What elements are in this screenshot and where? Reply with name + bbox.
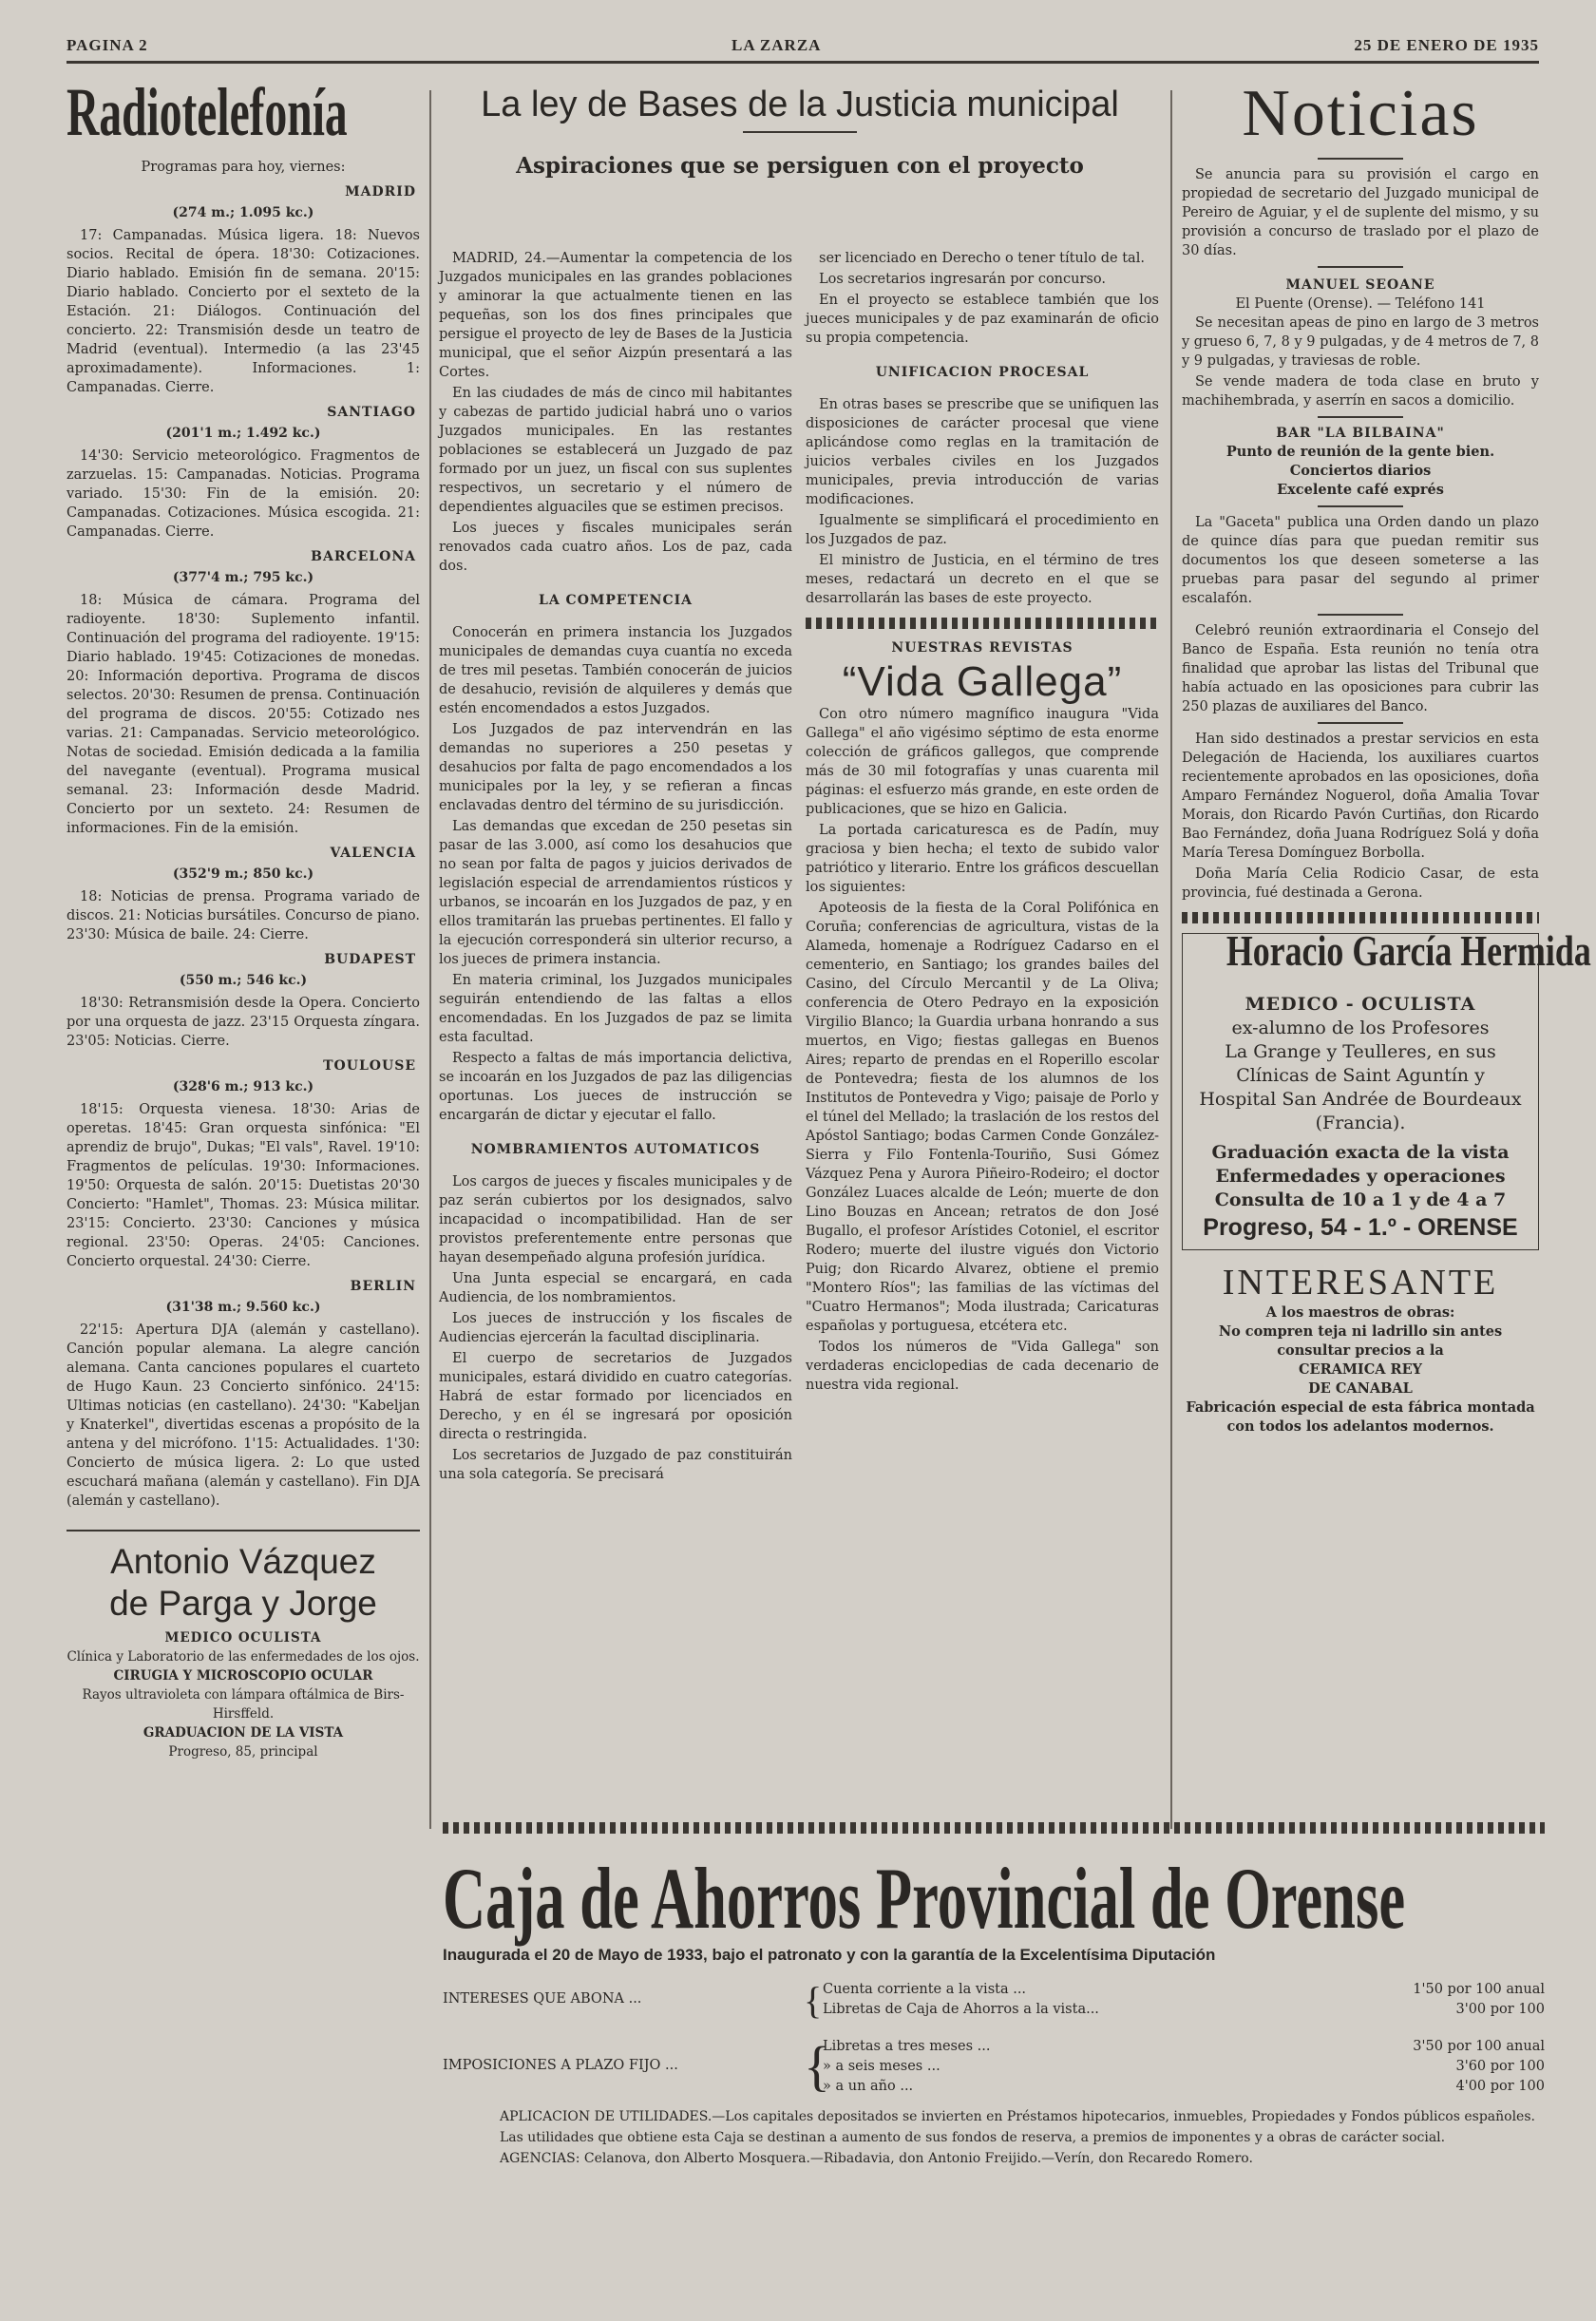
bar-line: Conciertos diarios bbox=[1289, 463, 1432, 479]
caja-utilidades: Las utilidades que obtiene esta Caja se destinan a aumento de sus fondos de reserva, a premios de imponentes y a obras de carácter social. bbox=[500, 2130, 1446, 2145]
article-paragraph: Los cargos de jueces y fiscales municipales y de paz serán cubiertos por los designados, salvo incapacidad o incompatibilidad. Han de ser provistos preferentemente entre personas que hayan desempeñado alguna profesión jurídica. bbox=[439, 1174, 792, 1265]
station-frequency: (328'6 m.; 913 kc.) bbox=[172, 1079, 314, 1094]
title-separator bbox=[743, 131, 857, 133]
section-heading: NUESTRAS REVISTAS bbox=[891, 640, 1074, 656]
antonio-ad bbox=[66, 1530, 420, 1761]
rate-value: 3'60 por 100 bbox=[1455, 2059, 1545, 2074]
law-subtitle: Aspiraciones que se persiguen con el proyecto bbox=[516, 153, 1084, 179]
dotted-rule bbox=[806, 618, 1159, 629]
article-paragraph: ser licenciado en Derecho o tener título de tal. bbox=[819, 251, 1145, 266]
antonio-name-2: de Parga y Jorge bbox=[109, 1584, 377, 1623]
law-col-1 bbox=[439, 249, 792, 1486]
article-paragraph: Los Juzgados de paz intervendrán en las demandas no superiores a 250 pesetas y desahucios por falta de pago encomendados a los municipales por la ley, y se refieran a fincas enclavadas dentro del término de su jurisdicción. bbox=[439, 722, 792, 813]
article-paragraph: En el proyecto se establece también que los jueces municipales y de paz examinarán de oficio su propia competencia. bbox=[806, 293, 1159, 346]
rate-row bbox=[823, 2002, 1545, 2022]
caja-title: Caja de Ahorros Provincial de Orense bbox=[443, 1850, 1406, 1947]
antonio-line: Rayos ultravioleta con lámpara oftálmica de Birs-Hirsffeld. bbox=[82, 1687, 405, 1722]
station-frequency: (550 m.; 546 kc.) bbox=[179, 973, 308, 988]
horacio-hours: Consulta de 10 a 1 y de 4 a 7 bbox=[1214, 1189, 1507, 1210]
bar-line: Excelente café exprés bbox=[1277, 482, 1444, 498]
horacio-line: La Grange y Teulleres, en sus bbox=[1225, 1041, 1496, 1062]
caja-imposiciones bbox=[443, 2037, 1545, 2102]
station-program: 18: Noticias de prensa. Programa variado de discos. 21: Noticias bursátiles. Concurso de piano. 23'30: Música de baile. 24: Cierre. bbox=[66, 889, 420, 942]
article-paragraph: Con otro número magnífico inaugura "Vida Gallega" el año vigésimo séptimo de esta enorme colección de gráficos gallegos, que comprende más de 30 mil fotografías y unas cuarenta mil páginas: el esfuerzo más grande, en este orden de publicaciones, que se hizo en Galicia. bbox=[806, 707, 1159, 817]
interesante-line: DE CANABAL bbox=[1308, 1380, 1413, 1397]
station-city: BERLIN bbox=[350, 1279, 416, 1294]
station-city: VALENCIA bbox=[330, 846, 416, 861]
brace: { bbox=[804, 2035, 830, 2097]
station-program: 18'15: Orquesta vienesa. 18'30: Arias de operetas. 18'45: Gran orquesta sinfónica: "El aprendiz de brujo", Dukas; "El vals", Ravel. 19'10: Fragmentos de películas. 19'30: Informaciones. 19'50: Orquesta de salón. 20'15: Duetistas 20'30 Concierto: "Hamlet", Thomas. 23: Música militar. 23'15: Concierto. 23'30: Canciones y música regional. 23'50: Operas. 24'05: Canciones. Concierto orquestal. 24'30: Cierre. bbox=[66, 1102, 420, 1269]
caja-inauguration: Inaugurada el 20 de Mayo de 1933, bajo el patronato y con la garantía de la Excelentísima Diputación bbox=[443, 1946, 1216, 1964]
article-paragraph: Una Junta especial se encargará, en cada Audiencia, de los nombramientos. bbox=[439, 1271, 792, 1305]
horacio-title: MEDICO - OCULISTA bbox=[1244, 994, 1476, 1015]
article-paragraph: La portada caricaturesca es de Padín, muy graciosa y bien hecha; el texto de subido valor patriótico y literario. Entre los gráficos descuellan los siguientes: bbox=[806, 823, 1159, 895]
dotted-rule bbox=[1182, 912, 1539, 923]
radio-stations bbox=[66, 182, 420, 1511]
station-frequency: (377'4 m.; 795 kc.) bbox=[172, 570, 314, 585]
horacio-line: Graduación exacta de la vista bbox=[1211, 1142, 1510, 1163]
caja-agencias: AGENCIAS: Celanova, don Alberto Mosquera.—Ribadavia, don Antonio Freijido.—Verín, don Recaredo Romero. bbox=[500, 2151, 1253, 2166]
article-paragraph: En las ciudades de más de cinco mil habitantes y cabezas de partido judicial habrá uno o varios Juzgados municipales. En las restantes poblaciones se establecerá un Juzgado de paz formado por un juez, un fiscal con sus suplentes respectivos, un secretario y el número de dependientes alguaciles que se estimen precisos. bbox=[439, 386, 792, 515]
noticia-text: Se necesitan apeas de pino en largo de 3 metros y grueso 6, 7, 8 y 9 pulgadas, y de 4 metros de 7, 8 y 9 pulgadas, y traviesas de roble. bbox=[1182, 315, 1539, 369]
radio-title: Radiotelefonía bbox=[66, 74, 348, 150]
article-paragraph: El ministro de Justicia, en el término de tres meses, redactará un decreto en el que se desarrollarán las bases de este proyecto. bbox=[806, 553, 1159, 606]
vida-gallega-title: “Vida Gallega” bbox=[842, 658, 1123, 705]
station-program: 14'30: Servicio meteorológico. Fragmentos de zarzuelas. 15: Campanadas. Noticias. Programa variado. 15'30: Fin de la emisión. 20: Campanadas. Cotizaciones. Música escogida. 21: Campanadas. Cierre. bbox=[66, 448, 420, 540]
article-paragraph: Conocerán en primera instancia los Juzgados municipales de demandas cuya cuantía no exceda de tres mil pesetas. También conocerán de juicios de desahucio, revisión de alquileres y demás que estén encomendados a estos Juzgados. bbox=[439, 625, 792, 716]
radio-column bbox=[66, 76, 420, 1761]
station-city: BUDAPEST bbox=[324, 952, 416, 967]
horacio-line: Clínicas de Saint Aguntín y bbox=[1236, 1065, 1485, 1086]
antonio-address: Progreso, 85, principal bbox=[168, 1744, 318, 1760]
station-city: SANTIAGO bbox=[327, 405, 416, 420]
rate-label: Libretas de Caja de Ahorros a la vista... bbox=[823, 2002, 1099, 2017]
page-number: PAGINA 2 bbox=[66, 36, 148, 54]
station-frequency: (31'38 m.; 9.560 kc.) bbox=[165, 1300, 321, 1315]
issue-date: 25 DE ENERO DE 1935 bbox=[1354, 36, 1539, 54]
separator bbox=[1318, 505, 1403, 507]
section-heading: LA COMPETENCIA bbox=[538, 593, 694, 608]
horacio-line: ex-alumno de los Profesores bbox=[1231, 1018, 1490, 1038]
rate-value: 3'50 por 100 anual bbox=[1413, 2039, 1545, 2054]
station-frequency: (201'1 m.; 1.492 kc.) bbox=[165, 426, 321, 441]
article-paragraph: Los secretarios de Juzgado de paz constituirán una sola categoría. Se precisará bbox=[439, 1448, 792, 1482]
interesante-line: CERAMICA REY bbox=[1298, 1361, 1423, 1378]
article-paragraph: MADRID, 24.—Aumentar la competencia de los Juzgados municipales en las grandes poblaciones y aminorar la que actualmente tienen en las pequeñas, son los dos fines principales que persigue el proyecto de ley de Bases de la Justicia municipal, que el señor Aizpún presentará a las Cortes. bbox=[439, 251, 792, 380]
antonio-line: CIRUGIA Y MICROSCOPIO OCULAR bbox=[113, 1668, 373, 1684]
noticia-text: La "Gaceta" publica una Orden dando un plazo de quince días para que puedan remitir sus documentos los que deseen someterse a las pruebas para pasar del segundo al primer escalafón. bbox=[1182, 515, 1539, 606]
rate-label: » a seis meses ... bbox=[823, 2059, 940, 2074]
masthead: LA ZARZA bbox=[732, 36, 822, 54]
noticias-title: Noticias bbox=[1242, 77, 1479, 150]
imposiciones-label: IMPOSICIONES A PLAZO FIJO ... bbox=[443, 2058, 678, 2073]
separator bbox=[1318, 266, 1403, 268]
seoane-address: El Puente (Orense). — Teléfono 141 bbox=[1235, 296, 1486, 312]
seoane-name: MANUEL SEOANE bbox=[1285, 277, 1435, 293]
article-paragraph: Todos los números de "Vida Gallega" son verdaderas enciclopedias de cada decenario de nuestra vida regional. bbox=[806, 1340, 1159, 1393]
rate-row bbox=[823, 2079, 1545, 2099]
law-col-2 bbox=[806, 249, 1159, 1397]
station-frequency: (274 m.; 1.095 kc.) bbox=[172, 205, 314, 220]
station-program: 22'15: Apertura DJA (alemán y castellano). Canción popular alemana. La alegre canción alemana. Canta canciones populares el cuarteto de Hugo Kaun. 23 Concierto sinfónico. 24'15: Ultimas noticias (en castellano). 24'30: "Kabeljan y Knaterkel", divertidas escenas a propósito de la antena y del micrófono. 1'15: Actualidades. 1'30: Concierto de música ligera. 2: Lo que usted escuchará mañana (alemán y castellano). Fin DJA (alemán y castellano). bbox=[66, 1322, 420, 1509]
rate-value: 3'00 por 100 bbox=[1455, 2002, 1545, 2017]
caja-intereses bbox=[443, 1980, 1545, 2026]
rate-label: » a un año ... bbox=[823, 2079, 914, 2094]
rate-value: 1'50 por 100 anual bbox=[1413, 1982, 1545, 1997]
law-article bbox=[439, 76, 1161, 1482]
rate-row bbox=[823, 2059, 1545, 2079]
intereses-label: INTERESES QUE ABONA ... bbox=[443, 1991, 642, 2007]
station-program: 18: Música de cámara. Programa del radioyente. 18'30: Suplemento infantil. Continuación del programa del radioyente. 19'15: Diario hablado. 19'45: Cotizaciones de monedas. 20: Información deportiva. Programa de discos selectos. 20'30: Resumen de prensa. Continuación del programa de discos. 20'55: Cotizado nes varias. 21: Campanadas. Servicio meteorológico. Notas de sociedad. Emisión dedicada a la familia del navegante (eventual). Programa musical semanal. 23: Información desde Madrid. Concierto por un sexteto. 24: Resumen de informaciones. Fin de la emisión. bbox=[66, 593, 420, 836]
separator bbox=[1318, 722, 1403, 724]
article-paragraph: Las demandas que excedan de 250 pesetas sin pasar de las 3.000, así como los desahucios que no sean por falta de pagos y juicios derivados de legislación especial de arrendamientos rústicos y urbanos, se incoarán en los Juzgados de paz, y en ellos tramitarán las pruebas pertinentes. El fallo y la ejecución corresponderá sin ulterior recurso, a los jueces de primera instancia. bbox=[439, 819, 792, 967]
horacio-line: Hospital San Andrée de Bourdeaux (Francia). bbox=[1199, 1089, 1522, 1133]
noticia-text: Han sido destinados a prestar servicios en esta Delegación de Hacienda, los auxiliares cuartos recientemente aprobados en las oposiciones, doña Amparo Fernández Noguerol, doña Amalia Tovar Morais, don Ricardo Pavón Curtiñas, don Ricardo Bao Fernández, doña Juana Rodríguez Solá y doña María Teresa Domínguez Borbolla. bbox=[1182, 732, 1539, 861]
horacio-name: Horacio García Hermida bbox=[1226, 926, 1591, 975]
caja-ahorros-ad bbox=[443, 1850, 1545, 2168]
section-heading: NOMBRAMIENTOS AUTOMATICOS bbox=[470, 1142, 761, 1157]
rate-value: 4'00 por 100 bbox=[1455, 2079, 1545, 2094]
rate-row bbox=[823, 2039, 1545, 2059]
station-program: 17: Campanadas. Música ligera. 18: Nuevos socios. Recital de ópera. 18'30: Cotizaciones. Diario hablado. Emisión fin de semana. 20'15: Diario hablado. Concierto por el sexteto de la Estación. 21: Diálogos. Continuación del concierto. 22: Transmisión desde un teatro de Madrid (eventual). Intermedio (a las 23'45 aproximadamente). Informaciones. 1: Campanadas. Cierre. bbox=[66, 228, 420, 395]
noticia-text: Se vende madera de toda clase en bruto y machihembrada, y aserrín en sacos a domicilio. bbox=[1182, 374, 1539, 409]
bar-name: BAR "LA BILBAINA" bbox=[1276, 426, 1445, 441]
interesante-line: No compren teja ni ladrillo sin antes consultar precios a la bbox=[1218, 1323, 1503, 1359]
section-heading: UNIFICACION PROCESAL bbox=[875, 365, 1090, 380]
bar-line: Punto de reunión de la gente bien. bbox=[1226, 444, 1495, 460]
interesante-ad bbox=[1182, 1262, 1539, 1436]
article-paragraph: En otras bases se prescribe que se unifiquen las disposiciones de carácter procesal que viene aplicándose como reglas en la tramitación de juicios verbales civiles en los Juzgados municipales, previa introducción de varias modificaciones. bbox=[806, 397, 1159, 507]
article-paragraph: Los secretarios ingresarán por concurso. bbox=[819, 272, 1106, 287]
station-frequency: (352'9 m.; 850 kc.) bbox=[172, 866, 314, 882]
antonio-title: MEDICO OCULISTA bbox=[164, 1630, 322, 1646]
station-program: 18'30: Retransmisión desde la Opera. Concierto por una orquesta de jazz. 23'15 Orquesta zíngara. 23'05: Noticias. Cierre. bbox=[66, 996, 420, 1049]
station-city: MADRID bbox=[345, 184, 416, 200]
noticia-text: Celebró reunión extraordinaria el Consejo del Banco de España. Esta reunión no tenía otra finalidad que aprobar las listas del Tribunal que había actuado en las oposiciones para cubrir las 250 plazas de auxiliares del Banco. bbox=[1182, 623, 1539, 714]
law-title: La ley de Bases de la Justicia municipal bbox=[481, 85, 1119, 124]
station-city: BARCELONA bbox=[311, 549, 416, 564]
rate-row bbox=[823, 1982, 1545, 2002]
noticias-column bbox=[1182, 76, 1591, 1436]
horacio-ad bbox=[1182, 926, 1591, 1250]
caja-aplicacion: APLICACION DE UTILIDADES.—Los capitales depositados se invierten en Préstamos hipotecarios, inmuebles, Propiedades y Fondos públicos españoles. bbox=[500, 2109, 1535, 2124]
dotted-rule bbox=[443, 1822, 1545, 1834]
rate-label: Libretas a tres meses ... bbox=[823, 2039, 991, 2054]
article-paragraph: El cuerpo de secretarios de Juzgados municipales, estará dividido en cuatro categorías. Habrá de estar formado por licenciados en Derecho, y en él se ingresará por oposición directa o restringida. bbox=[439, 1351, 792, 1442]
article-paragraph: Apoteosis de la fiesta de la Coral Polifónica en Coruña; conferencias de agricultura, vistas de la Alameda, homenaje a Rodríguez Cadarso en el cementerio, en Santiago; los grandes bailes del Casino, del Círculo Mercantil y de La Oliva; conferencia de Otero Pedrayo en la exposición Virgilio Blanco; la Guardia urbana honrando a sus muertos, en Vigo; fiestas gallegas en Buenos Aires; reparto de prendas en el Roperillo escolar de Pontevedra; fiesta de los alumnos de los Institutos de Pontevedra y Vigo; paisaje de Porlo y el túnel del Mellado; la traslación de los restos del Apóstol Santiago; bodas Carmen Conde González- Sierra y Filo Fontenla-Touriño, Susi Gómez Vázquez Pena y Aurora Piñeiro-Rodeiro; el doctor González Luaces alcalde de León; muerte de don Lino Bouzas en Ancean; retratos de don José Bugallo, el profesor Arístides Cotoniel, el escritor Rodero; muerte del ilustre vigués don Victorio Puig; don Ricardo Alvarez, obtiene el premio "Montero Ríos"; las familias de las víctimas del "Cuatro Hermanos"; Moda ilustrada; Caricaturas españolas y portuguesa, etcétera etc. bbox=[806, 901, 1159, 1334]
rate-label: Cuenta corriente a la vista ... bbox=[823, 1982, 1027, 1997]
interesante-title: INTERESANTE bbox=[1222, 1263, 1499, 1303]
article-paragraph: Respecto a faltas de más importancia delictiva, se incoarán en los Juzgados de paz las diligencias oportunas. Los jueces de instrucción se encargarán de dictar y ejecutar el fallo. bbox=[439, 1051, 792, 1123]
article-paragraph: Los jueces y fiscales municipales serán renovados cada cuatro años. Los de paz, cada dos. bbox=[439, 521, 792, 574]
separator bbox=[1318, 614, 1403, 616]
article-paragraph: En materia criminal, los Juzgados municipales seguirán entendiendo de las faltas a ellos encomendadas. En los Juzgados de paz se limita esta facultad. bbox=[439, 973, 792, 1045]
column-divider bbox=[429, 90, 431, 1829]
brace: { bbox=[804, 1979, 823, 2022]
separator bbox=[1318, 416, 1403, 418]
radio-intro: Programas para hoy, viernes: bbox=[141, 160, 346, 175]
interesante-line: A los maestros de obras: bbox=[1265, 1304, 1455, 1321]
horacio-line: Enfermedades y operaciones bbox=[1215, 1166, 1506, 1187]
noticia-text: Se anuncia para su provisión el cargo en propiedad de secretario del Juzgado municipal de Pereiro de Aguiar, y el de suplente del mismo, y su provisión a concurso de traslado por el plazo de 30 días. bbox=[1182, 167, 1539, 258]
antonio-line: GRADUACION DE LA VISTA bbox=[142, 1725, 344, 1741]
antonio-line: Clínica y Laboratorio de las enfermedades de los ojos. bbox=[66, 1649, 420, 1665]
noticia-text: Doña María Celia Rodicio Casar, de esta provincia, fué destinada a Gerona. bbox=[1182, 866, 1539, 901]
station-city: TOULOUSE bbox=[323, 1058, 416, 1074]
column-divider bbox=[1170, 90, 1172, 1829]
horacio-address: Progreso, 54 - 1.º - ORENSE bbox=[1203, 1214, 1518, 1241]
header-rule bbox=[66, 61, 1539, 64]
article-paragraph: Los jueces de instrucción y los fiscales de Audiencias ejercerán la facultad disciplinaria. bbox=[439, 1311, 792, 1345]
antonio-name-1: Antonio Vázquez bbox=[110, 1542, 376, 1581]
article-paragraph: Igualmente se simplificará el procedimiento en los Juzgados de paz. bbox=[806, 513, 1159, 547]
separator bbox=[1318, 158, 1403, 160]
interesante-line: Fabricación especial de esta fábrica montada con todos los adelantos modernos. bbox=[1186, 1399, 1535, 1435]
